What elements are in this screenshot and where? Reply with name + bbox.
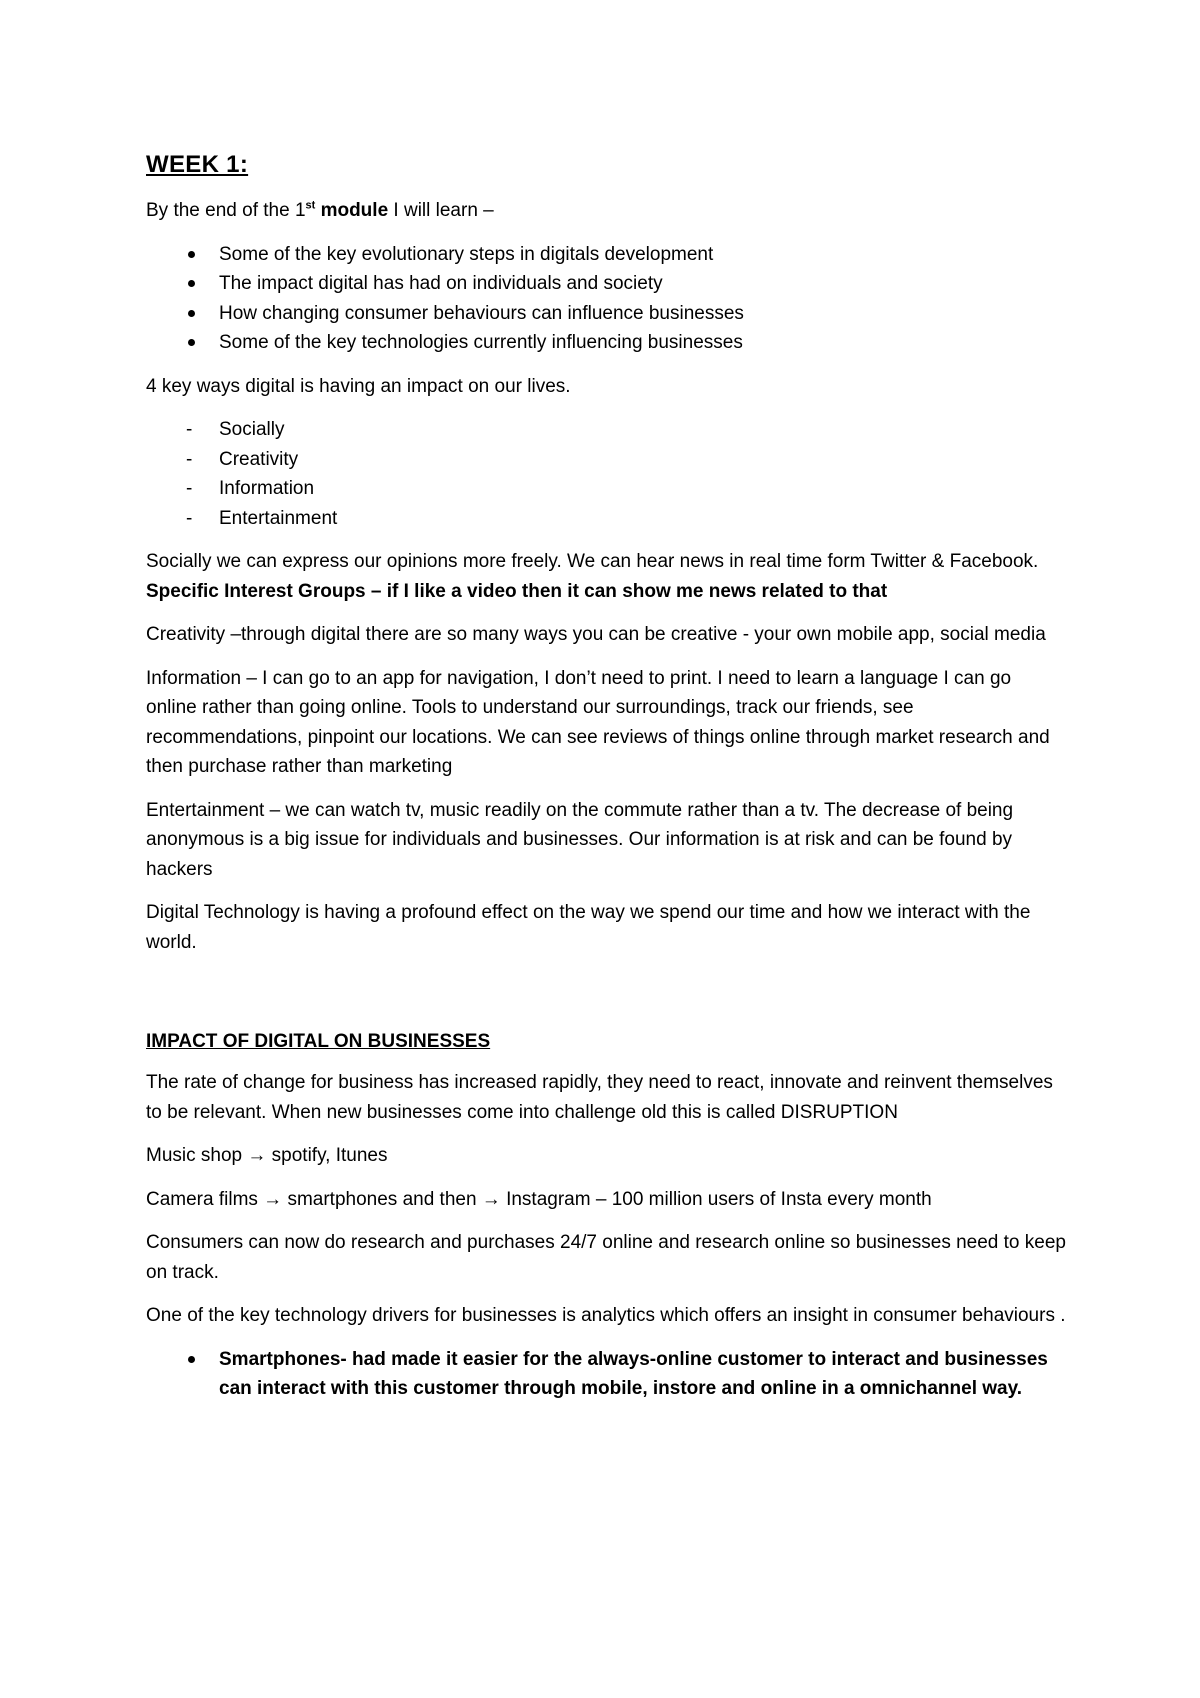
list-item: Some of the key technologies currently influencing businesses: [146, 328, 1066, 358]
digital-technology-paragraph: Digital Technology is having a profound effect on the way we spend our time and how we interact with the world.: [146, 902, 1031, 953]
entertainment-paragraph: Entertainment – we can watch tv, music readily on the commute rather than a tv. The decrease of being anonymous is a big issue for individuals and businesses. Our information is at risk and can be found by hackers: [146, 799, 1014, 880]
camera-paragraph: Camera films → smartphones and then → Instagram – 100 million users of Insta every month: [146, 1188, 932, 1210]
socially-paragraph: [146, 547, 1066, 606]
impact-heading: IMPACT OF DIGITAL ON BUSINESSES: [146, 1031, 491, 1052]
list-item: - Information: [146, 474, 1066, 504]
analytics-paragraph: One of the key technology drivers for businesses is analytics which offers an insight in consumer behaviours .: [146, 1305, 1066, 1326]
intro-sup: st: [305, 199, 316, 212]
intro-line: [146, 196, 1066, 226]
list-item: - Entertainment: [146, 504, 1066, 534]
socially-bold-text: Specific Interest Groups – if I like a video then it can show me news related to that: [146, 580, 888, 602]
intro-after: I will learn –: [388, 200, 494, 221]
learn-list: [146, 240, 1066, 358]
document-page: [146, 150, 1066, 1418]
rate-of-change-paragraph: The rate of change for business has increased rapidly, they need to react, innovate and reinvent themselves to be relevant. When new businesses come into challenge old this is called DISRUPTION: [146, 1072, 1053, 1123]
list-item: Some of the key evolutionary steps in digitals development: [146, 240, 1066, 270]
creativity-paragraph: Creativity –through digital there are so many ways you can be creative - your own mobile app, social media: [146, 624, 1046, 645]
list-item: The impact digital has had on individuals and society: [146, 269, 1066, 299]
ways-list: [146, 415, 1066, 533]
list-item: How changing consumer behaviours can influence businesses: [146, 299, 1066, 329]
list-item: Smartphones- had made it easier for the always-online customer to interact and businesses can interact with this customer through mobile, instore and online in a omnichannel way.: [146, 1345, 1066, 1404]
week-heading: WEEK 1:: [146, 151, 249, 178]
list-item: - Socially: [146, 415, 1066, 445]
intro-bold: module: [315, 200, 389, 221]
consumers-paragraph: Consumers can now do research and purchases 24/7 online and research online so businesses need to keep on track.: [146, 1232, 1066, 1283]
list-item: - Creativity: [146, 445, 1066, 475]
information-paragraph: Information – I can go to an app for navigation, I don’t need to print. I need to learn a language I can go online rather than going online. Tools to understand our surroundings, track our friends, see recommendations, pinpoint our locations. We can see reviews of things online through market research and then purchase rather than marketing: [146, 667, 1050, 777]
smartphones-list: [146, 1345, 1066, 1404]
socially-text: Socially we can express our opinions more freely. We can hear news in real time form Twitter & Facebook.: [146, 551, 1039, 572]
section-gap: [146, 971, 1066, 1027]
music-paragraph: Music shop → spotify, Itunes: [146, 1145, 388, 1166]
ways-intro: 4 key ways digital is having an impact on our lives.: [146, 375, 571, 397]
intro-before: By the end of the 1: [146, 200, 306, 221]
